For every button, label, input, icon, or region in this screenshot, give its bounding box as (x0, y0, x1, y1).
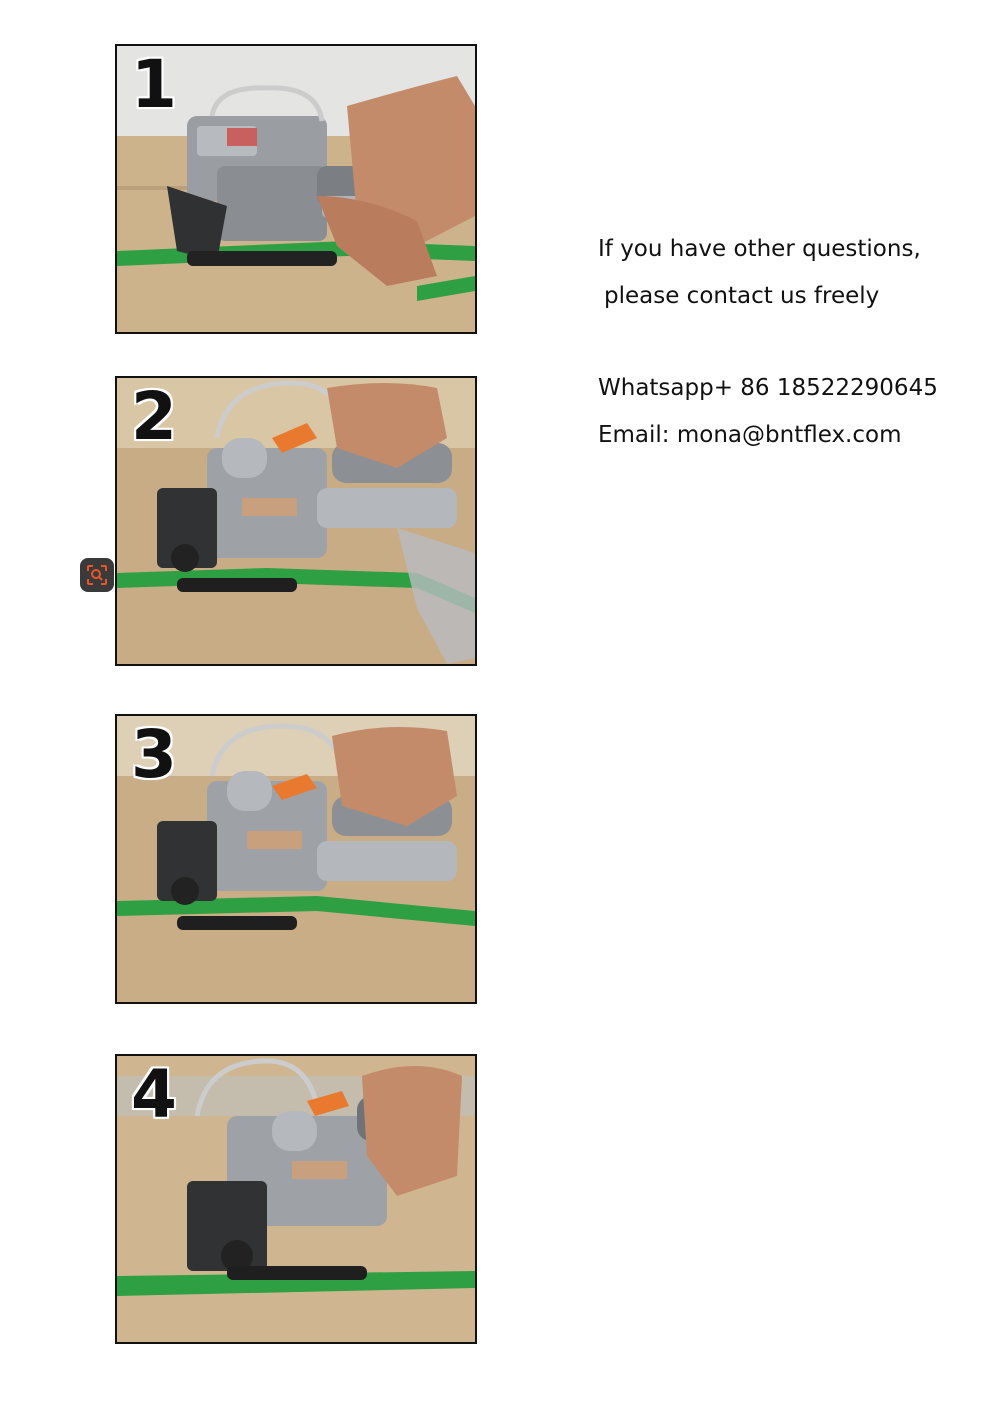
contact-line-1: If you have other questions, (598, 236, 921, 262)
step-3-photo (115, 714, 477, 1004)
step-number: 3 (131, 716, 177, 793)
visual-search-button[interactable] (80, 558, 114, 592)
step-2-photo (115, 376, 477, 666)
email-address: Email: mona@bntflex.com (598, 422, 902, 448)
contact-line-2: please contact us freely (604, 283, 880, 309)
visual-search-icon (86, 564, 108, 586)
step-number: 1 (131, 46, 177, 123)
step-1-photo (115, 44, 477, 334)
whatsapp-number: Whatsapp+ 86 18522290645 (598, 375, 938, 401)
step-number: 4 (131, 1056, 177, 1133)
contact-info (598, 226, 988, 459)
step-4-photo (115, 1054, 477, 1344)
step-number: 2 (131, 378, 177, 455)
